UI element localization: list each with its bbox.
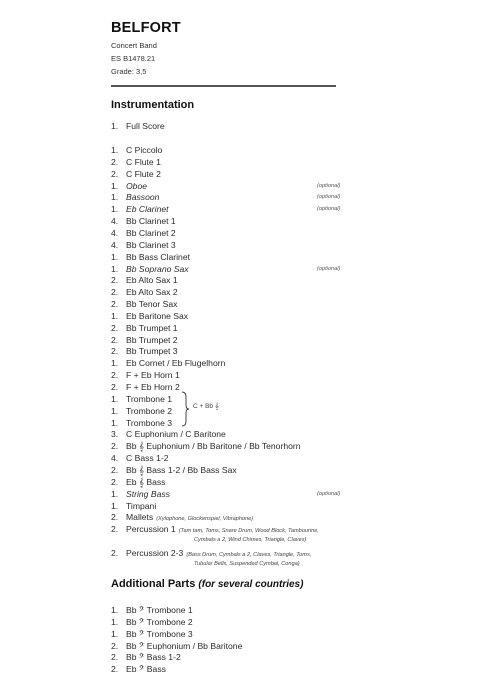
part-count: 2. [111, 464, 119, 475]
part-row [111, 227, 176, 239]
part-count: 2. [111, 156, 119, 167]
part-detail-continued: Tubular Bells, Suspended Cymbal, Conga) [194, 561, 300, 568]
part-count: 1. [111, 500, 119, 511]
part-row [111, 357, 225, 369]
part-count: 2. [111, 640, 119, 651]
part-row [111, 663, 166, 675]
part-name: Mallets [126, 512, 154, 523]
part-count: 1. [111, 145, 119, 155]
part-row [111, 322, 178, 334]
part-name: Bb 𝄞 Bass 1-2 / Bb Bass Sax [126, 464, 237, 475]
part-row [111, 381, 180, 393]
part-row [111, 310, 188, 322]
optional-note: (optional) [317, 206, 341, 213]
part-row [111, 488, 170, 500]
part-name: Trombone 1 [126, 393, 173, 404]
part-row [111, 452, 169, 464]
part-name: String Bass [126, 488, 170, 499]
part-count: 1. [111, 263, 119, 274]
part-row [111, 369, 180, 381]
part-name: Bassoon [126, 192, 160, 203]
part-name: Bb 𝄢 Trombone 2 [126, 616, 193, 627]
trombone-brace [181, 391, 189, 427]
part-name: F + Eb Horn 2 [126, 382, 180, 392]
piece-title: BELFORT [111, 20, 181, 36]
part-row [111, 616, 193, 628]
part-count: 1. [111, 180, 119, 191]
part-name: C Euphonium / C Baritone [126, 429, 226, 440]
part-name: Bb 𝄢 Trombone 3 [126, 628, 193, 639]
part-name: Percussion 1 [126, 524, 176, 535]
part-name: C Bass 1-2 [126, 453, 169, 464]
part-name: Eb Alto Sax 1 [126, 275, 178, 286]
part-count: 1. [111, 616, 119, 627]
part-name: C Flute 1 [126, 156, 161, 167]
part-row [111, 640, 242, 652]
part-count: 4. [111, 216, 119, 227]
part-count: 2. [111, 664, 119, 675]
part-name: Full Score [126, 121, 165, 131]
grade: Grade: 3,5 [111, 67, 147, 76]
part-detail: (Tam tam, Toms, Snare Drum, Wood Block, Tambourine, [178, 528, 319, 535]
part-count: 1. [111, 310, 119, 321]
additional-heading [111, 578, 303, 590]
part-name: Eb Alto Sax 2 [126, 287, 178, 298]
part-count: 2. [111, 299, 119, 310]
part-name: Bb Trumpet 2 [126, 334, 178, 345]
part-count: 2. [111, 322, 119, 333]
part-row [111, 393, 172, 405]
part-row [111, 511, 253, 523]
optional-note: (optional) [317, 182, 341, 189]
part-detail: (Xylophone, Glockenspiel, Vibraphone) [156, 516, 254, 523]
part-name: Eb 𝄞 Bass [126, 476, 166, 487]
part-count: 2. [111, 512, 119, 523]
part-row [111, 274, 178, 286]
part-name: Bb Clarinet 3 [126, 239, 176, 250]
part-name: Bb Tenor Sax [126, 299, 178, 310]
part-count: 2. [111, 168, 119, 179]
part-row [111, 263, 189, 275]
part-count: 1. [111, 204, 119, 215]
part-count: 2. [111, 548, 119, 559]
part-name: Bb 𝄢 Euphonium / Bb Baritone [126, 640, 243, 651]
part-row [111, 476, 165, 488]
optional-note: (optional) [317, 194, 341, 201]
part-row [111, 547, 311, 559]
part-row [111, 180, 147, 192]
part-row [111, 523, 319, 535]
part-name: Oboe [126, 180, 148, 191]
part-count: 1. [111, 251, 119, 262]
full-score-row [111, 120, 165, 132]
part-row [111, 156, 161, 168]
part-row [111, 168, 161, 180]
part-name: Bb Soprano Sax [126, 263, 189, 274]
catalog-code: ES B1478.21 [111, 54, 156, 63]
part-row [111, 428, 226, 440]
part-detail-continued: Cymbals a 2, Wind Chimes, Triangle, Claves) [194, 537, 307, 544]
part-row [111, 651, 181, 663]
part-row [111, 405, 172, 417]
part-count: 4. [111, 227, 119, 238]
part-count: 2. [111, 652, 119, 663]
optional-note: (optional) [317, 490, 341, 497]
part-row [111, 334, 178, 346]
trombone-brace-label: C + Bb 𝄞 [193, 403, 219, 410]
part-row [111, 144, 162, 156]
part-count: 3. [111, 429, 119, 440]
part-row [111, 500, 156, 512]
part-name: Bb Clarinet 1 [126, 216, 176, 227]
part-name: Trombone 3 [126, 417, 173, 428]
part-count: 2. [111, 346, 119, 357]
part-count: 2. [111, 382, 119, 392]
part-name: Eb Cornet / Eb Flugelhorn [126, 358, 226, 369]
part-name: Bb 𝄢 Bass 1-2 [126, 652, 181, 663]
part-detail: (Bass Drum, Cymbals a 2, Claves, Triangle, Toms, [186, 552, 312, 559]
part-count: 2. [111, 476, 119, 487]
part-count: 2. [111, 275, 119, 286]
band-type: Concert Band [111, 41, 157, 50]
part-name: Trombone 2 [126, 405, 173, 416]
part-row [111, 345, 178, 357]
additional-heading-subtitle: (for several countries) [198, 579, 304, 590]
part-name: Bb Trumpet 1 [126, 322, 178, 333]
part-row [111, 464, 237, 476]
part-name: Bb Clarinet 2 [126, 227, 176, 238]
part-count: 1. [111, 192, 119, 203]
part-row [111, 191, 159, 203]
part-row [111, 215, 176, 227]
part-count: 2. [111, 334, 119, 345]
part-name: Timpani [126, 500, 157, 511]
part-name: Bb 𝄞 Euphonium / Bb Baritone / Bb Tenorhorn [126, 441, 301, 452]
additional-heading-title: Additional Parts [111, 578, 196, 590]
part-count: 1. [111, 488, 119, 499]
part-row [111, 628, 193, 640]
part-name: Eb Clarinet [126, 204, 169, 215]
part-row [111, 239, 176, 251]
part-count: 1. [111, 121, 119, 131]
part-name: F + Eb Horn 1 [126, 370, 180, 381]
part-name: Eb 𝄢 Bass [126, 664, 166, 675]
part-count: 4. [111, 239, 119, 250]
part-name: C Piccolo [126, 145, 163, 155]
part-count: 1. [111, 417, 119, 428]
part-count: 1. [111, 405, 119, 416]
optional-note: (optional) [317, 265, 341, 272]
part-count: 1. [111, 393, 119, 404]
part-name: Bb Trumpet 3 [126, 346, 178, 357]
part-count: 2. [111, 524, 119, 535]
part-count: 4. [111, 453, 119, 464]
instrumentation-heading: Instrumentation [111, 99, 195, 111]
part-name: Percussion 2-3 [126, 548, 184, 559]
part-name: Bb Bass Clarinet [126, 251, 191, 262]
part-row [111, 604, 193, 616]
part-count: 2. [111, 370, 119, 381]
divider [111, 85, 336, 87]
part-row [111, 417, 172, 429]
part-count: 1. [111, 358, 119, 369]
part-row [111, 286, 178, 298]
part-name: C Flute 2 [126, 168, 161, 179]
part-name: Eb Baritone Sax [126, 310, 189, 321]
part-count: 1. [111, 628, 119, 639]
part-row [111, 251, 190, 263]
part-count: 2. [111, 441, 119, 452]
part-name: Bb 𝄢 Trombone 1 [126, 605, 193, 615]
part-row [111, 298, 177, 310]
part-row [111, 203, 169, 215]
part-count: 2. [111, 287, 119, 298]
part-row [111, 440, 301, 452]
part-count: 1. [111, 605, 119, 615]
